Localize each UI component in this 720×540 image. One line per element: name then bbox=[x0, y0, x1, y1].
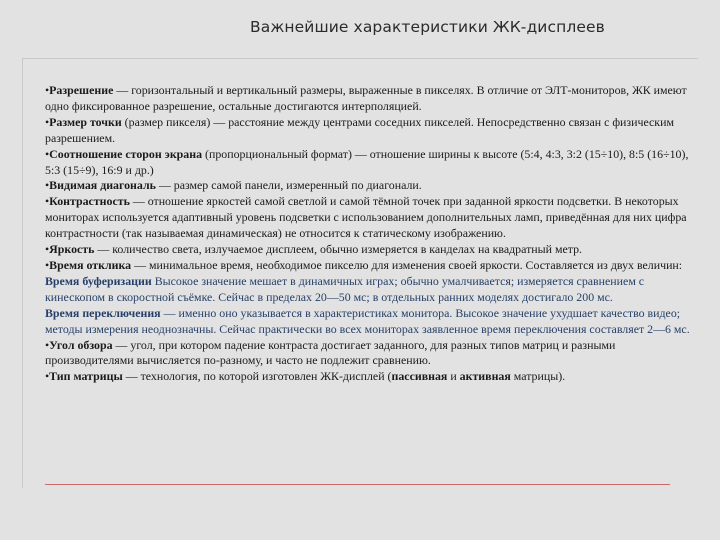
term: Тип матрицы bbox=[49, 369, 123, 384]
term: Время отклика bbox=[49, 257, 132, 272]
term: Яркость bbox=[49, 242, 95, 257]
term: Соотношение сторон экрана bbox=[49, 146, 203, 161]
term: Видимая диагональ bbox=[49, 178, 156, 193]
active-term: активная bbox=[459, 369, 511, 384]
bottom-rule bbox=[45, 484, 670, 485]
term: Контрастность bbox=[49, 194, 130, 209]
term: Угол обзора bbox=[49, 337, 113, 352]
term: Время буферизации bbox=[45, 273, 152, 288]
passive-term: пассивная bbox=[391, 369, 448, 384]
term: Время переключения bbox=[45, 305, 161, 320]
frame-left-line bbox=[22, 58, 23, 488]
item-contrast: •Контрастность — отношение яркостей самой светлой и самой тёмной точек при заданной яркости подсветки. В некоторых мониторах используется адаптивный уровень подсветки с использованием дополнительных ламп, приведённая для них цифра контрастности (так называемая динамическая) не относится к статическому изображению. bbox=[45, 194, 687, 241]
frame-top-line bbox=[22, 58, 698, 59]
sub-item-buffer-time: Время буферизации Высокое значение мешает в динамичных играх; обычно умалчивается; измеряется сравнением с кинескопом в скоростной съёмке. Сейчас в пределах 20—50 мс; в отдельных ранних моделях достигало 200 мс. bbox=[45, 273, 645, 304]
item-resolution: •Разрешение — горизонтальный и вертикальный размеры, выраженные в пикселях. В отличие от ЭЛТ-мониторов, ЖК имеют одно фиксированное разрешение, остальные достигаются интерполяцией. bbox=[45, 83, 687, 113]
slide-body bbox=[45, 83, 700, 385]
slide-title: Важнейшие характеристики ЖК-дисплеев bbox=[250, 18, 605, 36]
item-brightness: •Яркость — количество света, излучаемое дисплеем, обычно измеряется в канделах на квадратный метр. bbox=[45, 242, 583, 257]
item-diagonal: •Видимая диагональ — размер самой панели, измеренный по диагонали. bbox=[45, 178, 422, 193]
term: Разрешение bbox=[49, 83, 114, 97]
item-response-time: •Время отклика — минимальное время, необходимое пикселю для изменения своей яркости. Составляется из двух величин: bbox=[45, 257, 683, 272]
sub-item-switch-time: Время переключения — именно оно указывается в характеристиках монитора. Высокое значение ухудшает качество видео; методы измерения неоднозначны. Сейчас практически во всех мониторах заявленное время переключения составляет 2—6 мс. bbox=[45, 305, 690, 336]
item-dot-size: •Размер точки (размер пикселя) — расстояние между центрами соседних пикселей. Непосредственно связан с физическим разрешением. bbox=[45, 114, 674, 145]
item-aspect-ratio: •Соотношение сторон экрана (пропорциональный формат) — отношение ширины к высоте (5:4, 4:3, 3:2 (15÷10), 8:5 (16÷10), 5:3 (15÷9), 16:9 и др.) bbox=[45, 146, 689, 177]
item-view-angle: •Угол обзора — угол, при котором падение контраста достигает заданного, для разных типов матриц и разными производителями вычисляется по-разному, и часто не подлежит сравнению. bbox=[45, 337, 616, 368]
term: Размер точки bbox=[49, 114, 122, 129]
item-matrix-type: •Тип матрицы — технология, по которой изготовлен ЖК-дисплей (пассивная и активная матрицы). bbox=[45, 369, 566, 384]
